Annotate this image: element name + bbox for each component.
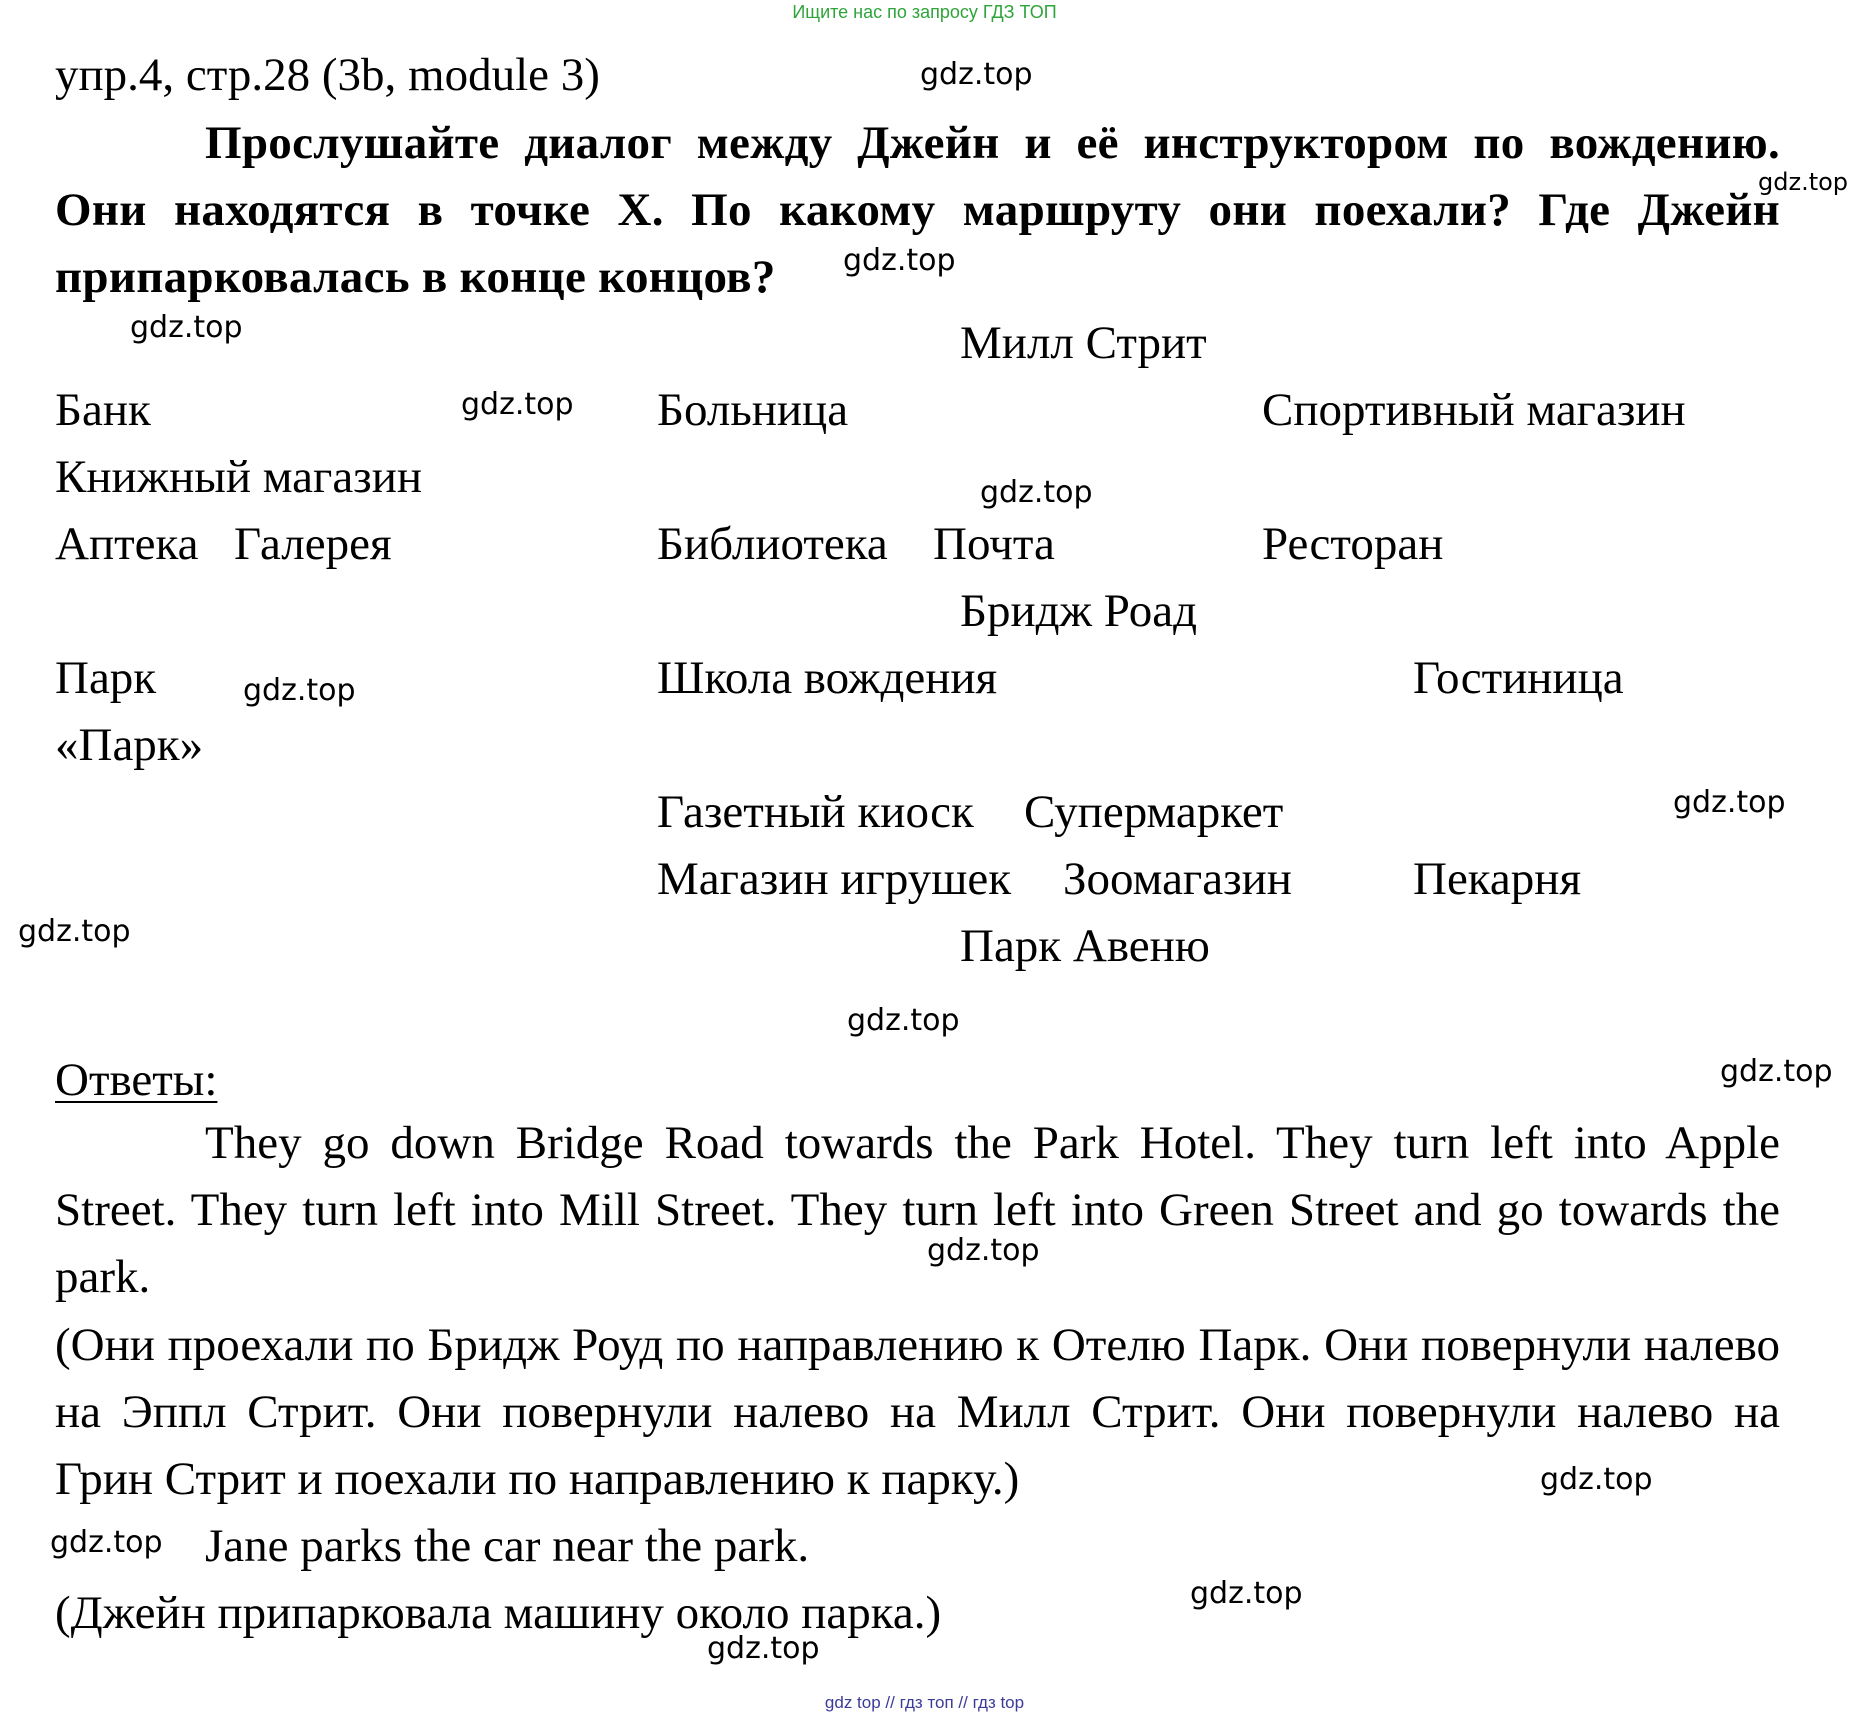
- map-label-bakery: Пекарня: [1413, 853, 1582, 905]
- map-label-park-avenue: Парк Авеню: [960, 920, 1210, 972]
- watermark: gdz.top: [1720, 1054, 1833, 1089]
- watermark: gdz.top: [461, 387, 574, 422]
- map-label-hospital: Больница: [657, 384, 849, 436]
- exercise-header: упр.4, стр.28 (3b, module 3): [55, 49, 600, 101]
- map-label-bridge-road: Бридж Роад: [960, 585, 1198, 637]
- map-label-park-hotel: «Парк»: [55, 719, 204, 771]
- map-label-restaurant: Ресторан: [1262, 518, 1444, 570]
- watermark: gdz.top: [707, 1631, 820, 1666]
- answer-english-park: Jane parks the car near the park.: [205, 1520, 810, 1572]
- map-label-newsagent: Газетный киоск: [657, 786, 974, 838]
- map-label-pet-shop: Зоомагазин: [1063, 853, 1292, 905]
- map-label-mill-street: Милл Стрит: [960, 317, 1207, 369]
- map-label-hotel: Гостиница: [1413, 652, 1624, 704]
- task-text: Прослушайте диалог между Джейн и её инструктором по вождению. Они находятся в точке X. По какому маршруту они поехали? Где Джейн припарковалась в конце концов?: [55, 117, 1780, 303]
- watermark: gdz.top: [50, 1525, 163, 1560]
- map-label-bookshop: Книжный магазин: [55, 451, 423, 503]
- map-label-supermarket: Супермаркет: [1024, 786, 1284, 838]
- answer-russian-route: (Они проехали по Бридж Роуд по направлению к Отелю Парк. Они повернули налево на Эппл Стрит. Они повернули налево на Милл Стрит. Они повернули налево на Грин Стрит и поехали по направлению к парку.): [55, 1319, 1780, 1505]
- watermark: gdz.top: [847, 1003, 960, 1038]
- watermark: gdz.top: [243, 673, 356, 708]
- watermark: gdz.top: [920, 57, 1033, 92]
- watermark: gdz.top: [130, 310, 243, 345]
- answer-russian-park: (Джейн припарковала машину около парка.): [55, 1587, 942, 1639]
- watermark: gdz.top: [1190, 1576, 1303, 1611]
- watermark: gdz.top: [1540, 1462, 1653, 1497]
- watermark: gdz.top: [980, 475, 1093, 510]
- map-label-library: Библиотека: [657, 518, 888, 570]
- watermark: gdz.top: [927, 1233, 1040, 1268]
- watermark: gdz.top: [18, 914, 131, 949]
- map-label-park: Парк: [55, 652, 157, 704]
- map-label-driving-school: Школа вождения: [657, 652, 998, 704]
- map-label-bank: Банк: [55, 384, 151, 436]
- map-label-toy-shop: Магазин игрушек: [657, 853, 1012, 905]
- footer-links[interactable]: gdz top // гдз топ // гдз top: [824, 1693, 1025, 1712]
- watermark: gdz.top: [1758, 168, 1849, 196]
- map-label-post-office: Почта: [933, 518, 1055, 570]
- answers-heading: Ответы:: [55, 1054, 218, 1106]
- answer-english-route: They go down Bridge Road towards the Park Hotel. They turn left into Apple Street. They turn left into Mill Street. They turn left into Green Street and go towards the park.: [55, 1117, 1780, 1303]
- map-label-sports-shop: Спортивный магазин: [1262, 384, 1686, 436]
- map-label-gallery: Галерея: [234, 518, 392, 570]
- map-label-chemist: Аптека: [55, 518, 199, 570]
- watermark: gdz.top: [1673, 785, 1786, 820]
- top-banner[interactable]: Ищите нас по запросу ГДЗ ТОП: [792, 2, 1057, 22]
- watermark: gdz.top: [843, 243, 956, 278]
